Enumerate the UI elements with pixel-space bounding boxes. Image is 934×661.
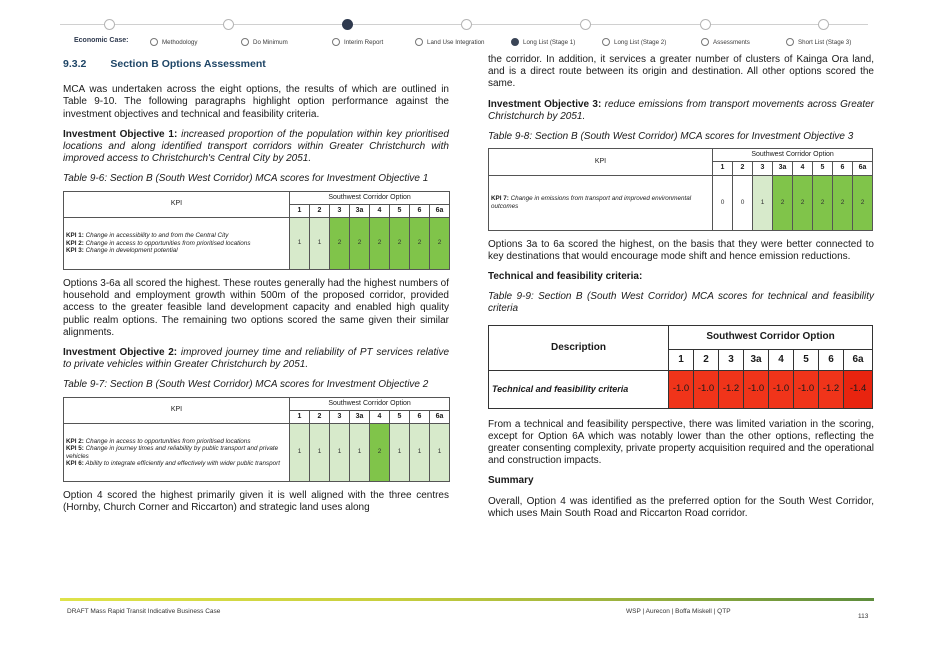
option-header: 6a bbox=[853, 162, 873, 175]
kpi-text: Ability to integrate efficiently and effectively with wider public transport bbox=[83, 459, 280, 467]
footer-authors: WSP | Aurecon | Boffa Miskell | QTP bbox=[626, 608, 731, 615]
score-cell: 0 bbox=[733, 175, 753, 230]
page-number: 113 bbox=[858, 613, 869, 620]
objective-2-paragraph bbox=[63, 347, 449, 371]
corridor-option-header: Southwest Corridor Option bbox=[290, 397, 450, 410]
score-cell: 1 bbox=[753, 175, 773, 230]
score-cell: 2 bbox=[793, 175, 813, 230]
score-cell: 2 bbox=[370, 218, 390, 270]
footer-divider bbox=[60, 598, 874, 601]
score-cell: 0 bbox=[713, 175, 733, 230]
option-header: 5 bbox=[390, 410, 410, 423]
score-cell: 1 bbox=[350, 424, 370, 482]
section-title: Section B Options Assessment bbox=[110, 58, 266, 70]
radio-selected-icon bbox=[511, 38, 519, 46]
criteria-label: Technical and feasibility criteria bbox=[489, 370, 669, 408]
radio-icon bbox=[150, 38, 158, 46]
economic-case-label: Economic Case: bbox=[74, 37, 129, 44]
objective-3-analysis: Options 3a to 6a scored the highest, on the basis that they were better connected to key destinations that would encourage mode shift and hence emission reductions. bbox=[488, 238, 874, 262]
kpi-code: KPI 1: bbox=[66, 232, 84, 240]
objective-2-analysis: Option 4 scored the highest primarily given it is well aligned with the three centres (Hornby, Church Corner and Riccarton) and strategic land uses along bbox=[63, 490, 449, 514]
score-cell: -1.0 bbox=[694, 370, 719, 408]
kpi-code: KPI 3: bbox=[66, 247, 84, 255]
radio-icon bbox=[786, 38, 794, 46]
score-cell: 1 bbox=[290, 218, 310, 270]
kpi-description bbox=[489, 175, 713, 230]
right-column bbox=[488, 54, 874, 528]
option-header: 5 bbox=[813, 162, 833, 175]
nav-item-label: Short List (Stage 3) bbox=[798, 38, 852, 46]
option-header: 4 bbox=[769, 349, 794, 370]
score-cell: 1 bbox=[390, 424, 410, 482]
kpi-text: Change in access to opportunities from prioritised locations bbox=[83, 437, 251, 445]
score-cell: 2 bbox=[330, 218, 350, 270]
score-cell: -1.0 bbox=[744, 370, 769, 408]
kpi-text: Change in development potential bbox=[83, 247, 178, 255]
technical-criteria-heading: Technical and feasibility criteria: bbox=[488, 271, 643, 283]
table-objective-1 bbox=[63, 191, 450, 270]
radio-icon bbox=[332, 38, 340, 46]
option-header: 3a bbox=[350, 410, 370, 423]
progress-step-dot[interactable] bbox=[818, 19, 829, 30]
description-header: Description bbox=[489, 325, 669, 370]
score-cell: -1.0 bbox=[669, 370, 694, 408]
nav-item-assessments[interactable] bbox=[701, 37, 750, 47]
option-header: 6a bbox=[430, 410, 450, 423]
corridor-option-header: Southwest Corridor Option bbox=[290, 191, 450, 204]
score-cell: 2 bbox=[390, 218, 410, 270]
option-header: 1 bbox=[290, 204, 310, 217]
kpi-code: KPI 2: bbox=[66, 239, 84, 247]
kpi-text: Change in accessibility to and from the Central City bbox=[83, 232, 229, 240]
nav-item-label: Methodology bbox=[162, 38, 198, 46]
option-header: 3 bbox=[719, 349, 744, 370]
footer-document-title: DRAFT Mass Rapid Transit Indicative Business Case bbox=[67, 608, 221, 615]
option-header: 6a bbox=[430, 204, 450, 217]
nav-item-label: Land Use Integration bbox=[427, 38, 485, 46]
table-9-caption: Table 9-9: Section B (South West Corridor) MCA scores for technical and feasibility criteria bbox=[488, 291, 874, 315]
score-cell: 1 bbox=[290, 424, 310, 482]
option-header: 2 bbox=[733, 162, 753, 175]
option-header: 2 bbox=[694, 349, 719, 370]
option-header: 3a bbox=[744, 349, 769, 370]
objective-3-paragraph bbox=[488, 99, 874, 123]
table-8-caption: Table 9-8: Section B (South West Corridor) MCA scores for Investment Objective 3 bbox=[488, 131, 854, 143]
progress-step-dot-active[interactable] bbox=[342, 19, 353, 30]
score-cell: 1 bbox=[430, 424, 450, 482]
left-column bbox=[63, 58, 449, 522]
nav-item-label: Long List (Stage 2) bbox=[614, 38, 667, 46]
score-cell: 1 bbox=[310, 218, 330, 270]
nav-item-long-list-stage-1[interactable] bbox=[511, 37, 575, 47]
score-cell: -1.4 bbox=[844, 370, 873, 408]
progress-step-dot[interactable] bbox=[104, 19, 115, 30]
progress-step-dot[interactable] bbox=[700, 19, 711, 30]
corridor-option-header: Southwest Corridor Option bbox=[669, 325, 873, 349]
kpi-code: KPI 2: bbox=[66, 437, 84, 445]
continued-paragraph: the corridor. In addition, it services a greater number of clusters of Kainga Ora land, and is a direct route between its origin and destination. All other options scored the same. bbox=[488, 54, 874, 90]
intro-paragraph: MCA was undertaken across the eight options, the results of which are outlined in Table 9-10. The following paragraphs highlight option performance against the investment objectives and technical and feasibility criteria. bbox=[63, 84, 449, 120]
option-header: 4 bbox=[793, 162, 813, 175]
progress-step-dot[interactable] bbox=[580, 19, 591, 30]
summary-heading: Summary bbox=[488, 475, 534, 487]
nav-item-do-minimum[interactable] bbox=[241, 37, 288, 47]
kpi-code: KPI 6: bbox=[66, 459, 84, 467]
score-cell: 1 bbox=[410, 424, 430, 482]
option-header: 6a bbox=[844, 349, 873, 370]
objective-2-text: improved journey time and reliability of PT services relative to private vehicles within Greater Christchurch by 2051. bbox=[63, 347, 450, 371]
score-cell: 2 bbox=[813, 175, 833, 230]
objective-3-text: reduce emissions from transport movements across Greater Christchurch by 2051. bbox=[488, 98, 875, 122]
section-heading bbox=[63, 58, 449, 70]
option-header: 2 bbox=[310, 410, 330, 423]
summary-paragraph: Overall, Option 4 was identified as the preferred option for the South West Corridor, which uses Main South Road and Riccarton Road corridor. bbox=[488, 495, 874, 519]
option-header: 1 bbox=[669, 349, 694, 370]
kpi-text: Change in access to opportunities from prioritised locations bbox=[83, 239, 251, 247]
table-objective-3 bbox=[488, 148, 873, 230]
kpi-description bbox=[64, 424, 290, 482]
score-cell: -1.0 bbox=[769, 370, 794, 408]
nav-item-methodology[interactable] bbox=[150, 37, 197, 47]
table-6-caption: Table 9-6: Section B (South West Corridor) MCA scores for Investment Objective 1 bbox=[63, 173, 429, 185]
corridor-option-header: Southwest Corridor Option bbox=[713, 149, 873, 162]
nav-item-label: Interim Report bbox=[344, 38, 384, 46]
progress-step-dot[interactable] bbox=[461, 19, 472, 30]
nav-item-label: Long List (Stage 1) bbox=[523, 38, 576, 46]
score-cell: -1.2 bbox=[819, 370, 844, 408]
option-header: 3a bbox=[350, 204, 370, 217]
objective-3-label: Investment Objective 3: bbox=[488, 98, 602, 110]
progress-nav bbox=[0, 0, 934, 52]
option-header: 2 bbox=[310, 204, 330, 217]
table-objective-2 bbox=[63, 397, 450, 482]
kpi-text: Change in emissions from transport and improved environmental outcomes bbox=[491, 195, 692, 210]
radio-icon bbox=[602, 38, 610, 46]
kpi-text: Change in journey times and reliability by public transport and private vehicles bbox=[66, 445, 279, 460]
radio-icon bbox=[415, 38, 423, 46]
kpi-description bbox=[64, 218, 290, 270]
score-cell: -1.0 bbox=[794, 370, 819, 408]
option-header: 1 bbox=[290, 410, 310, 423]
option-header: 4 bbox=[370, 410, 390, 423]
kpi-header: KPI bbox=[489, 149, 713, 175]
kpi-header: KPI bbox=[64, 191, 290, 217]
option-header: 3 bbox=[330, 410, 350, 423]
nav-item-label: Assessments bbox=[713, 38, 750, 46]
kpi-header: KPI bbox=[64, 397, 290, 423]
nav-item-label: Do Minimum bbox=[253, 38, 288, 46]
option-header: 3 bbox=[753, 162, 773, 175]
option-header: 1 bbox=[713, 162, 733, 175]
objective-1-paragraph bbox=[63, 129, 449, 166]
table-7-caption: Table 9-7: Section B (South West Corridor) MCA scores for Investment Objective 2 bbox=[63, 379, 429, 391]
score-cell: 2 bbox=[370, 424, 390, 482]
nav-item-land-use-integration[interactable] bbox=[415, 37, 484, 47]
table-technical-feasibility bbox=[488, 325, 873, 409]
kpi-code: KPI 5: bbox=[66, 445, 84, 453]
nav-item-short-list-stage-3[interactable] bbox=[786, 37, 851, 47]
section-number: 9.3.2 bbox=[63, 58, 87, 70]
kpi-code: KPI 7: bbox=[491, 195, 509, 203]
objective-1-label: Investment Objective 1: bbox=[63, 128, 178, 140]
nav-item-interim-report[interactable] bbox=[332, 37, 383, 47]
option-header: 4 bbox=[370, 204, 390, 217]
score-cell: 1 bbox=[330, 424, 350, 482]
objective-1-analysis: Options 3-6a all scored the highest. These routes generally had the highest numbers of household and employment growth within 500m of the proposed corridor, provided access to the greater feasible land development capacity and enabled high quality public realm options. The remaining two options scored the same given their similar alignments. bbox=[63, 278, 449, 338]
score-cell: 2 bbox=[853, 175, 873, 230]
technical-analysis: From a technical and feasibility perspective, there was limited variation in the scoring, except for Option 6A which was notably lower than the other options, reflecting the greater consenting complexity, private property acquisition required and the operational and construction impacts. bbox=[488, 418, 874, 467]
radio-icon bbox=[241, 38, 249, 46]
score-cell: 1 bbox=[310, 424, 330, 482]
option-header: 6 bbox=[833, 162, 853, 175]
nav-item-long-list-stage-2[interactable] bbox=[602, 37, 666, 47]
score-cell: 2 bbox=[430, 218, 450, 270]
option-header: 5 bbox=[390, 204, 410, 217]
objective-2-label: Investment Objective 2: bbox=[63, 347, 178, 359]
option-header: 6 bbox=[819, 349, 844, 370]
option-header: 6 bbox=[410, 204, 430, 217]
objective-1-text: increased proportion of the population within key prioritised locations and along identified transport corridors within Greater Christchurch with improved access to Christchurch's Central City by 2051. bbox=[63, 128, 449, 165]
option-header: 3 bbox=[330, 204, 350, 217]
option-header: 5 bbox=[794, 349, 819, 370]
score-cell: 2 bbox=[773, 175, 793, 230]
option-header: 6 bbox=[410, 410, 430, 423]
score-cell: 2 bbox=[833, 175, 853, 230]
score-cell: 2 bbox=[350, 218, 370, 270]
option-header: 3a bbox=[773, 162, 793, 175]
score-cell: -1.2 bbox=[719, 370, 744, 408]
score-cell: 2 bbox=[410, 218, 430, 270]
radio-icon bbox=[701, 38, 709, 46]
progress-step-dot[interactable] bbox=[223, 19, 234, 30]
